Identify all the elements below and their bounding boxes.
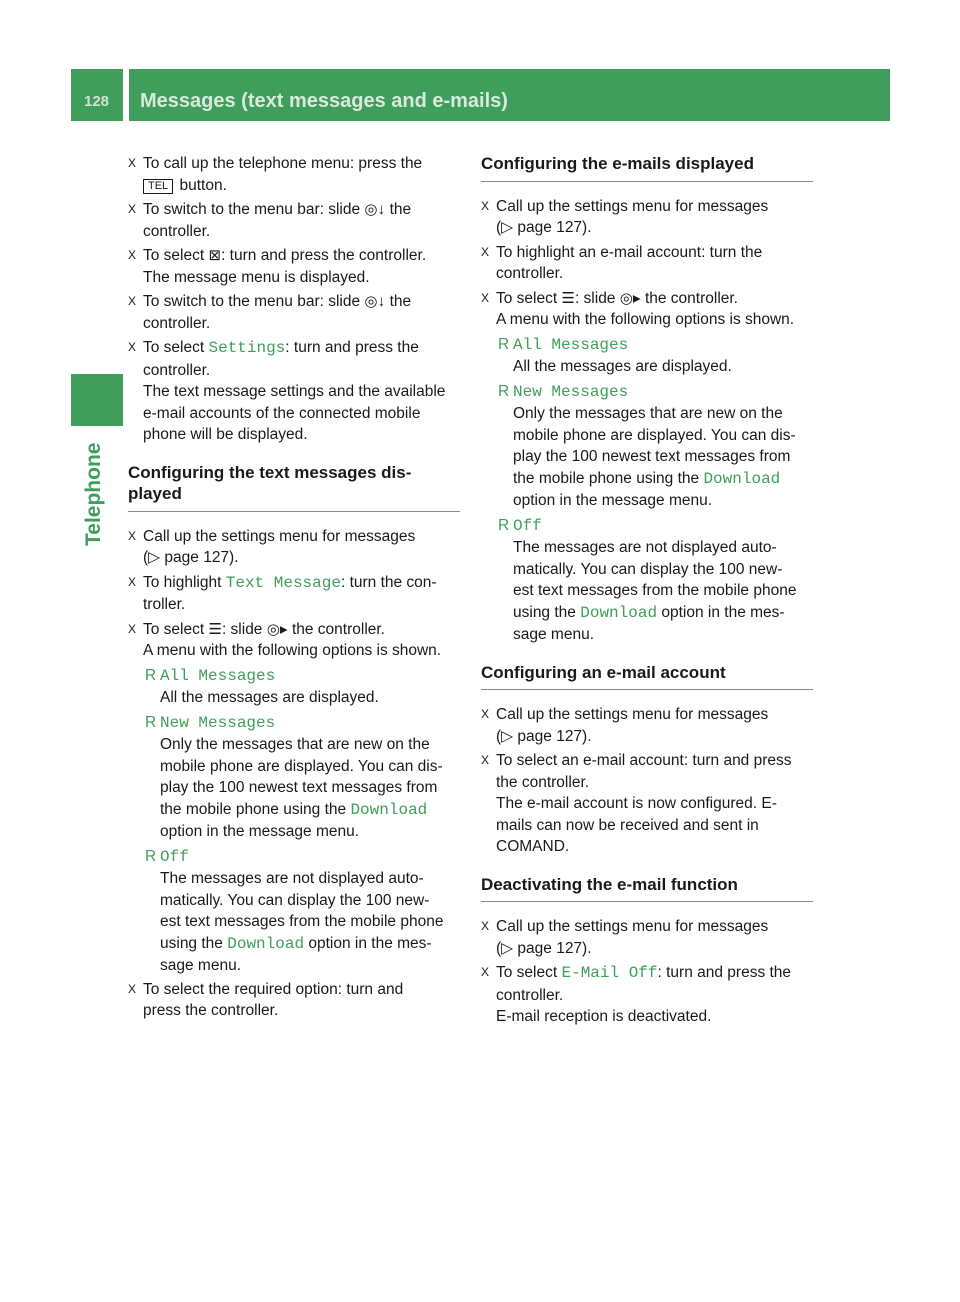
section-heading: Deactivating the e-mail function	[481, 874, 813, 903]
controller-icon: ◎	[619, 289, 633, 307]
step-arrow-icon: X	[481, 753, 490, 767]
bullet-icon: R	[498, 382, 510, 400]
section-label: Telephone	[82, 442, 105, 546]
step: X To select the required option: turn and press the controller.	[128, 980, 404, 1019]
option-item: R Off The messages are not displayed auto- matically. You can display the 100 new- est text messages from the mobile phone using the Download option in the mes- sage menu.	[498, 516, 797, 643]
page-ref-icon: ▷	[501, 939, 514, 957]
step-arrow-icon: X	[128, 156, 137, 170]
option-code: Off	[160, 847, 189, 866]
menu-icon: ☰	[561, 289, 575, 307]
menu-code: Text Message	[225, 573, 341, 592]
step-arrow-icon: X	[481, 290, 490, 305]
bullet-icon: R	[145, 666, 157, 684]
step-arrow-icon: X	[481, 244, 490, 259]
step-arrow-icon: X	[128, 528, 137, 543]
step: X To highlight an e-mail account: turn the controller.	[481, 243, 763, 282]
tel-button-icon: TEL	[143, 179, 173, 194]
mail-icon: ⊠	[208, 247, 222, 264]
left-column	[128, 153, 460, 1025]
bullet-icon: R	[498, 516, 510, 534]
option-code: Off	[513, 516, 542, 535]
step: X To select ☰: slide ◎▸ the controller. A menu with the following options is shown.	[128, 620, 442, 659]
option-code: New Messages	[160, 713, 276, 732]
page-title: Messages (text messages and e-mails)	[140, 90, 508, 112]
step-arrow-icon: X	[128, 621, 137, 636]
page-header	[71, 69, 890, 121]
bullet-icon: R	[145, 713, 157, 731]
step-arrow-icon: X	[481, 707, 490, 721]
controller-icon: ◎	[364, 201, 378, 218]
page-number: 128	[84, 93, 110, 110]
step: X Call up the settings menu for messages (▷ page 127).	[128, 527, 416, 566]
bullet-icon: R	[498, 335, 510, 353]
step: X To highlight Text Message: turn the con- troller.	[128, 573, 437, 613]
header-bar	[129, 69, 890, 121]
section-heading: Configuring the text messages dis- played	[128, 462, 460, 512]
step: X Call up the settings menu for messages (▷ page 127).	[481, 197, 769, 236]
step-arrow-icon: X	[128, 981, 137, 996]
step: X To select E-Mail Off: turn and press the controller. E-mail reception is deactivated.	[481, 964, 792, 1025]
option-code: New Messages	[513, 382, 629, 401]
step-arrow-icon: X	[128, 248, 137, 262]
step: X To select an e-mail account: turn and press the controller. The e-mail account is now configured. E- mails can now be received and sent in COMAND.	[481, 752, 792, 855]
right-column	[481, 153, 813, 1031]
step: X To switch to the menu bar: slide ◎↓ the controller.	[128, 201, 412, 240]
step: X To select ☰: slide ◎▸ the controller. A menu with the following options is shown.	[481, 289, 795, 328]
option-item: R Off The messages are not displayed auto- matically. You can display the 100 new- est text messages from the mobile phone using the Download option in the mes- sage menu.	[145, 847, 444, 974]
step: X Call up the settings menu for messages (▷ page 127).	[481, 918, 769, 957]
option-item: R All Messages All the messages are displayed.	[145, 666, 379, 706]
controller-icon: ◎	[266, 620, 280, 638]
option-item: R All Messages All the messages are displayed.	[498, 335, 732, 375]
step-arrow-icon: X	[128, 574, 137, 589]
step-arrow-icon: X	[481, 919, 490, 933]
step: X To select Settings: turn and press the controller. The text message settings and the available e-mail accounts of the connected mobile phone will be displayed.	[128, 339, 446, 443]
step-arrow-icon: X	[128, 202, 137, 216]
step: X To select ⊠: turn and press the controller. The message menu is displayed.	[128, 247, 427, 286]
step-arrow-icon: X	[481, 965, 490, 979]
step-arrow-icon: X	[481, 198, 490, 213]
bullet-icon: R	[145, 847, 157, 865]
menu-code: E-Mail Off	[561, 964, 658, 982]
step-arrow-icon: X	[128, 340, 137, 354]
option-item: R New Messages Only the messages that are new on the mobile phone are displayed. You can dis- play the 100 newest text messages from the mobile phone using the Download option in the message menu.	[145, 713, 443, 840]
step-arrow-icon: X	[128, 294, 137, 308]
option-code: All Messages	[513, 335, 629, 354]
section-heading: Configuring an e-mail account	[481, 662, 813, 691]
page-number-box	[71, 69, 123, 121]
step: X Call up the settings menu for messages (▷ page 127).	[481, 706, 769, 745]
menu-icon: ☰	[208, 620, 222, 638]
page-ref-icon: ▷	[148, 549, 161, 566]
option-item: R New Messages Only the messages that are new on the mobile phone are displayed. You can dis- play the 100 newest text messages from the mobile phone using the Download option in the message menu.	[498, 382, 796, 509]
step: X To switch to the menu bar: slide ◎↓ the controller.	[128, 293, 412, 332]
page-ref-icon: ▷	[501, 219, 514, 236]
section-tab	[71, 374, 123, 426]
controller-icon: ◎	[364, 293, 378, 310]
menu-code: Settings	[208, 339, 286, 357]
option-code: All Messages	[160, 666, 276, 685]
section-heading: Configuring the e-mails displayed	[481, 153, 813, 182]
page-ref-icon: ▷	[501, 727, 514, 745]
step: X To call up the telephone menu: press the TEL button.	[128, 155, 423, 194]
